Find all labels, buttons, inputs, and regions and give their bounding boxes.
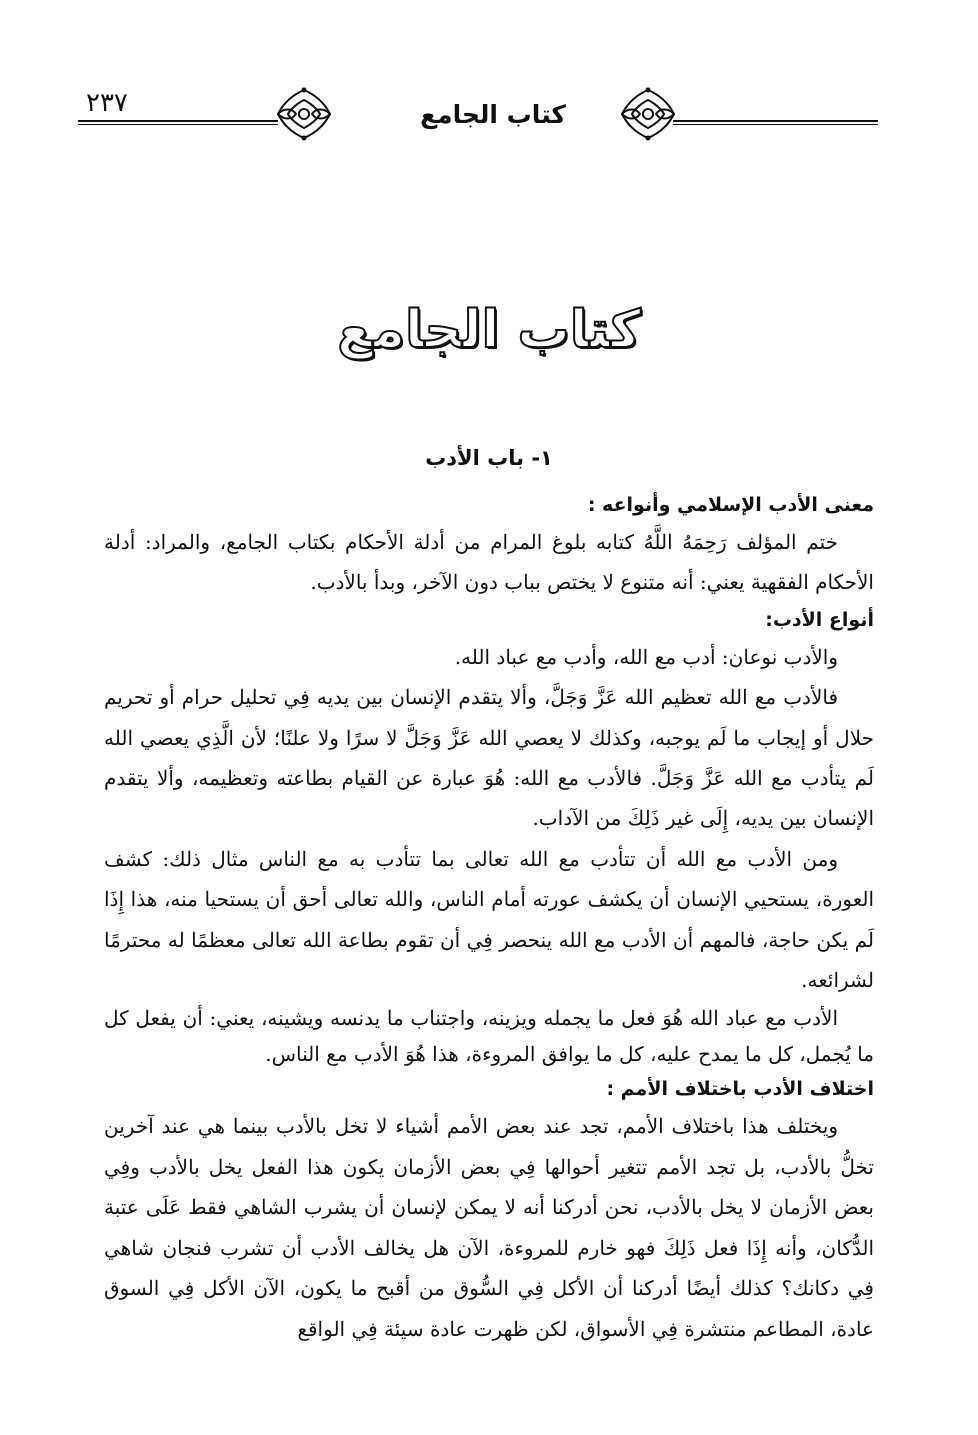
header-rule-right — [673, 120, 878, 122]
ornament-right-icon — [618, 86, 678, 142]
chapter-heading: ١- باب الأدب — [425, 446, 553, 470]
paragraph: الأدب مع عباد الله هُوَ فعل ما يجمله ويزينه، واجتناب ما يدنسه ويشينه، يعني: أن يفعل كل ما يُجمل، كل ما يمدح عليه، كل ما يوافق المروءة، هذا هُوَ الأدب مع الناس. — [104, 1006, 874, 1067]
ornament-left-icon — [274, 86, 334, 142]
content — [104, 446, 874, 1349]
section-heading: اختلاف الأدب باختلاف الأمم : — [606, 1078, 874, 1101]
paragraph: فالأدب مع الله تعظيم الله عَزَّ وَجَلَّ، وألا يتقدم الإنسان بين يديه فِي تحليل حرام أو تحريم حلال أو إيجاب ما لَم يوجبه، وكذلك لا يعصي الله عَزَّ وَجَلَّ لا سرًا ولا علنًا؛ لأن الَّذِي يعصي الله لَم يتأدب مع الله عَزَّ وَجَلَّ. فالأدب مع الله: هُوَ عبارة عن القيام بطاعته وتعظيمه، وألا يتقدم الإنسان بين يديه، إِلَى غير ذَلِكَ من الآداب. — [104, 685, 874, 831]
book-title: كتاب الجامع — [337, 300, 641, 360]
paragraph: ويختلف هذا باختلاف الأمم، تجد عند بعض الأمم أشياء لا تخل بالأدب بينما هي عند آخرين تخلُّ بالأدب، بل تجد الأمم تتغير أحوالها فِي بعض الأزمان يكون هذا الفعل يخل بالأدب وفِي بعض الأزمان لا يخل بالأدب، نحن أدركنا أنه لا يمكن لإنسان أن يشرب الشاهي فقط عَلَى عتبة الدُّكان، وأنه إِذَا فعل ذَلِكَ فهو خارم للمروءة، الآن هل يخالف الأدب أن تشرب فنجان شاهي فِي دكانك؟ كذلك أيضًا أدركنا أن الأكل فِي السُّوق من أقبح ما يكون، الآن الأكل فِي السوق عادة، المطاعم منتشرة فِي الأسواق، لكن ظهرت عادة سيئة فِي الواقع — [104, 1114, 874, 1341]
running-header — [78, 78, 878, 148]
page-number: ٢٣٧ — [86, 88, 128, 118]
header-rule-left-thin — [78, 124, 278, 125]
header-rule-right-thin — [673, 124, 878, 125]
section-heading: أنواع الأدب: — [765, 608, 874, 631]
paragraph: ختم المؤلف رَحِمَهُ اللَّهُ كتابه بلوغ المرام من أدلة الأحكام بكتاب الجامع، والمراد: أدلة الأحكام الفقهية يعني: أنه متنوع لا يختص بباب دون الآخر، وبدأ بالأدب. — [104, 530, 874, 595]
section-heading: معنى الأدب الإسلامي وأنواعه : — [587, 494, 874, 516]
header-rule-left — [78, 120, 278, 122]
paragraph: ومن الأدب مع الله أن تتأدب مع الله تعالى بما تتأدب به مع الناس مثال ذلك: كشف العورة، يستحيي الإنسان أن يكشف عورته أمام الناس، والله تعالى أحق أن يستحيا منه، هذا إِذَا لَم يكن حاجة، فالمهم أن الأدب مع الله ينحصر فِي أن تقوم بطاعة الله تعالى معظمًا له محترمًا لشرائعه. — [104, 846, 874, 993]
paragraph: والأدب نوعان: أدب مع الله، وأدب مع عباد الله. — [454, 644, 838, 669]
running-title: كتاب الجامع — [420, 100, 566, 129]
